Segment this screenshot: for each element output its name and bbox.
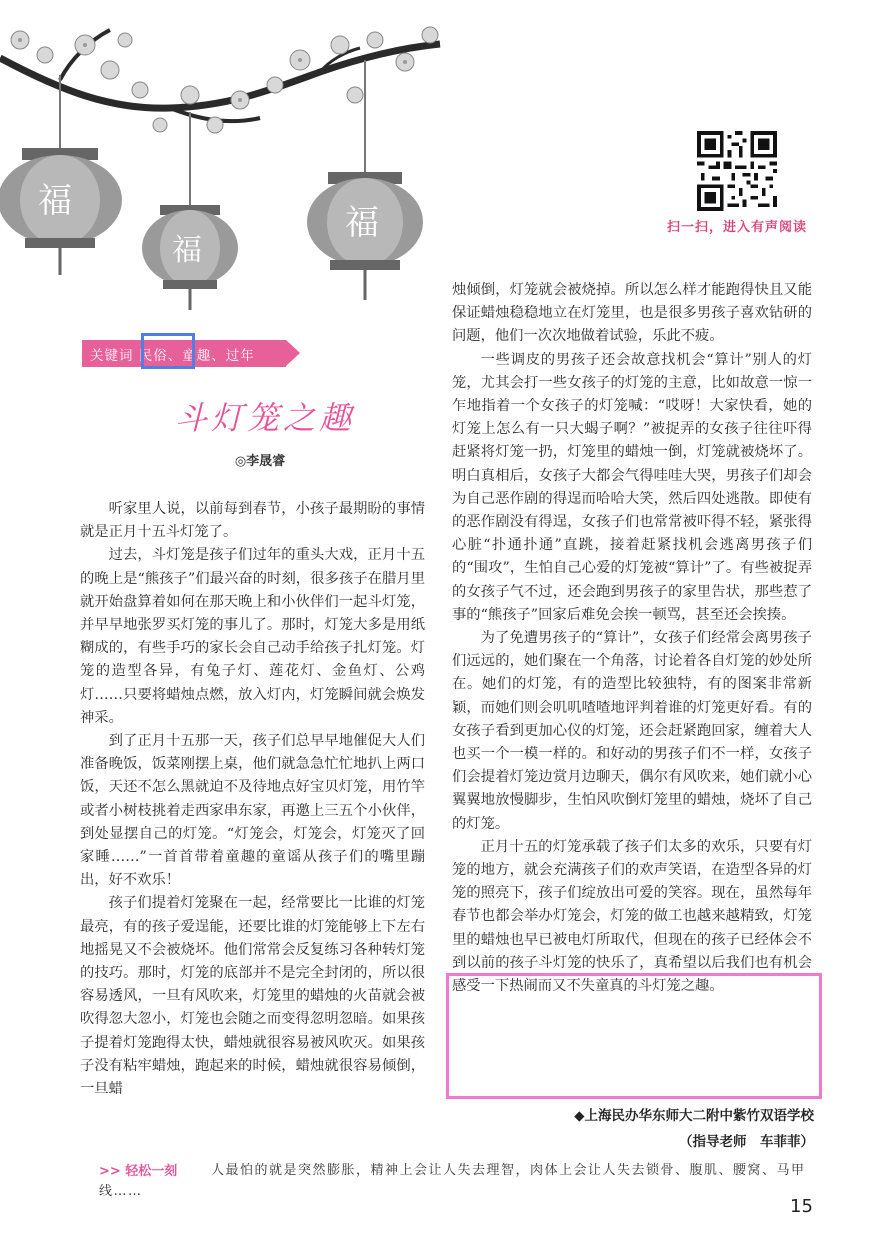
svg-text:福: 福 xyxy=(345,203,379,243)
teacher-credit: （指导老师 车菲菲） xyxy=(679,1134,814,1150)
qr-code[interactable] xyxy=(697,131,777,211)
svg-text:福: 福 xyxy=(172,233,202,268)
paragraph: 正月十五的灯笼承载了孩子们太多的欢乐，只要有灯笼的地方，就会充满孩子们的欢声笑语，在造型各异的灯笼的照亮下，孩子们绽放出可爱的笑容。现在，虽然每年春节也都会举办灯笼会，灯笼的做工也越来越精致，灯笼里的蜡烛也早已被电灯所取代，但现在的孩子已经体会不到以前的孩子斗灯笼的快乐了，真希望以后我们也有机会感受一下热闹而又不失童真的斗灯笼之趣。 xyxy=(452,838,812,995)
paragraph-continuation: 烛倾倒，灯笼就会被烧掉。所以怎么样才能跑得快且又能保证蜡烛稳稳地立在灯笼里，也是很多男孩子喜欢钻研的问题，他们一次次地做着试验，乐此不疲。 xyxy=(452,282,812,345)
header-illustration xyxy=(0,0,460,330)
lantern-left xyxy=(0,148,122,275)
footer-text xyxy=(99,1160,819,1202)
article-author: ◎李晟睿 xyxy=(234,454,286,469)
footer-joke: 人最怕的就是突然膨胀，精神上会让人失去理智，肉体上会让人失去锁骨、腹肌、腰窝、马甲线…… xyxy=(99,1163,806,1199)
paragraph: 孩子们提着灯笼聚在一起，经常要比一比谁的灯笼最亮，有的孩子爱逞能，还要比谁的灯笼能够上下左右地摇晃又不会被烧坏。他们常常会反复练习各种转灯笼的技巧。那时，灯笼的底部并不是完全封闭的，所以很容易透风，一旦有风吹来，灯笼里的蜡烛的火苗就会被吹得忽大忽小，灯笼也会随之而变得忽明忽暗。如果孩子提着灯笼跑得太快，蜡烛就很容易被风吹灭。如果孩子没有粘牢蜡烛，跑起来的时候，蜡烛就很容易倾倒，一旦蜡 xyxy=(80,895,425,1098)
lantern-right xyxy=(307,172,423,300)
keyword-highlight-box xyxy=(141,333,195,369)
paragraph: 过去，斗灯笼是孩子们过年的重头大戏，正月十五的晚上是“熊孩子”们最兴奋的时刻，很多孩子在腊月里就开始盘算着如何在那天晚上和小伙伴们一起斗灯笼，并早早地张罗买灯笼的事儿了。那时，灯笼大多是用纸糊成的，有些手巧的家长会自己动手给孩子扎灯笼。灯笼的造型各异，有兔子灯、莲花灯、金鱼灯、公鸡灯……只要将蜡烛点燃，放入灯内，灯笼瞬间就会焕发神采。 xyxy=(80,547,425,726)
paragraph: 听家里人说，以前每到春节，小孩子最期盼的事情就是正月十五斗灯笼了。 xyxy=(80,501,425,541)
keywords-text: 关键词 民俗、童趣、过年 xyxy=(90,348,255,364)
paragraph: 一些调皮的男孩子还会故意找机会“算计”别人的灯笼，尤其会打一些女孩子的灯笼的主意，比如故意一惊一乍地指着一个女孩子的灯笼喊：“哎呀！大家快看，她的灯笼上怎么有一只大蝎子啊？”被捉弄的女孩子往往吓得赶紧将灯笼一扔，灯笼里的蜡烛一倒，灯笼就被烧坏了。明白真相后，女孩子大都会气得哇哇大哭，男孩子们却会为自己恶作剧的得逞而哈哈大笑，然后四处逃散。即使有的恶作剧没有得逞，女孩子们也常常被吓得不轻，紧张得心脏“扑通扑通”直跳，接着赶紧找机会逃离男孩子们的“围攻”，生怕自己心爱的灯笼被“算计”了。有些被捉弄的女孩子气不过，还会跑到男孩子的家里告状，那些惹了事的“熊孩子”回家后难免会挨一顿骂，甚至还会挨揍。 xyxy=(452,351,812,623)
footer-label: >> 轻松一刻 xyxy=(99,1164,178,1179)
page-number: 15 xyxy=(790,1196,813,1217)
svg-text:福: 福 xyxy=(38,181,72,221)
lantern-middle xyxy=(142,205,238,310)
left-column xyxy=(80,498,425,1101)
right-column xyxy=(452,279,812,998)
qr-caption: 扫一扫，进入有声阅读 xyxy=(666,220,807,235)
school-name: ◆上海民办华东师大二附中紫竹双语学校 xyxy=(574,1108,814,1124)
article-title: 斗灯笼之趣 xyxy=(174,399,355,437)
text-highlight-box xyxy=(446,973,822,1099)
paragraph: 到了正月十五那一天，孩子们总早早地催促大人们准备晚饭，饭菜刚摆上桌，他们就急急忙忙地扒上两口饭，天还不怎么黑就迫不及待地点好宝贝灯笼，用竹竿或者小树枝挑着走西家串东家，再邀上三五个小伙伴，到处显摆自己的灯笼。“灯笼会，灯笼会，灯笼灭了回家睡……”一首首带着童趣的童谣从孩子们的嘴里蹦出，好不欢乐！ xyxy=(80,733,425,889)
paragraph: 为了免遭男孩子的“算计”，女孩子们经常会离男孩子们远远的，她们聚在一个角落，讨论着各自灯笼的妙处所在。她们的灯笼，有的造型比较独特，有的图案非常新颖，而她们则会叽叽喳喳地评判着谁的灯笼更好看。有的女孩子看到更加心仪的灯笼，还会赶紧跑回家，缠着大人也买一个一模一样的。和好动的男孩子们不一样，女孩子们会提着灯笼边赏月边聊天，偶尔有风吹来，她们就小心翼翼地放慢脚步，生怕风吹倒灯笼里的蜡烛，烧坏了自己的灯笼。 xyxy=(452,630,812,832)
